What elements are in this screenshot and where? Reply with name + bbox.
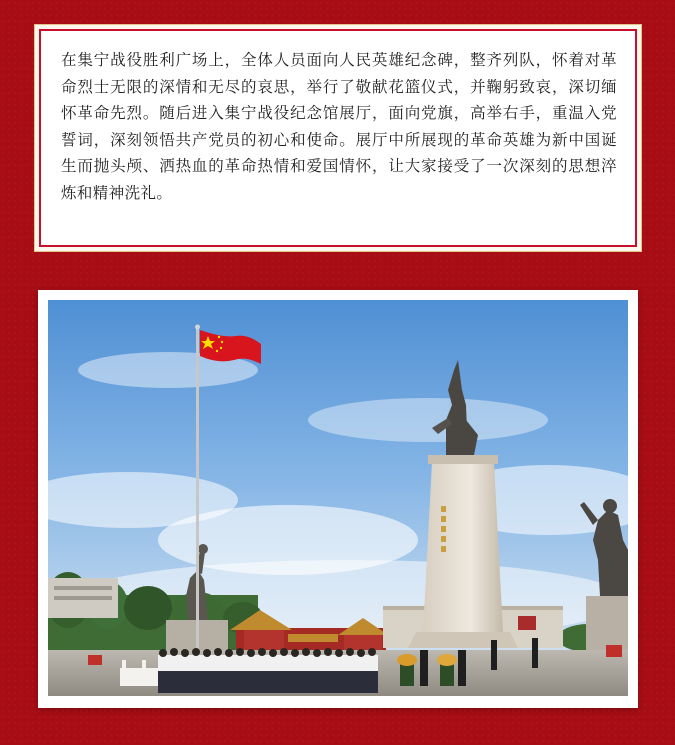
banner	[88, 655, 102, 665]
memorial-photo	[48, 300, 628, 696]
building-icon	[48, 578, 118, 618]
text-card-inner	[39, 29, 637, 247]
banner	[606, 645, 622, 657]
text-card	[34, 24, 642, 252]
photo-frame	[38, 290, 638, 708]
article-paragraph: 在集宁战役胜利广场上，全体人员面向人民英雄纪念碑，整齐列队，怀着对革命烈士无限的深情和无尽的哀思，举行了敬献花篮仪式，并鞠躬致哀，深切缅怀革命先烈。随后进入集宁战役纪念馆展厅，面向党旗，高举右手，重温入党誓词，深刻领悟共产党员的初心和使命。展厅中所展现的革命英雄为新中国诞生而抛头颅、洒热血的革命热情和爱国情怀，让大家接受了一次深刻的思想淬炼和精神洗礼。	[61, 51, 617, 202]
